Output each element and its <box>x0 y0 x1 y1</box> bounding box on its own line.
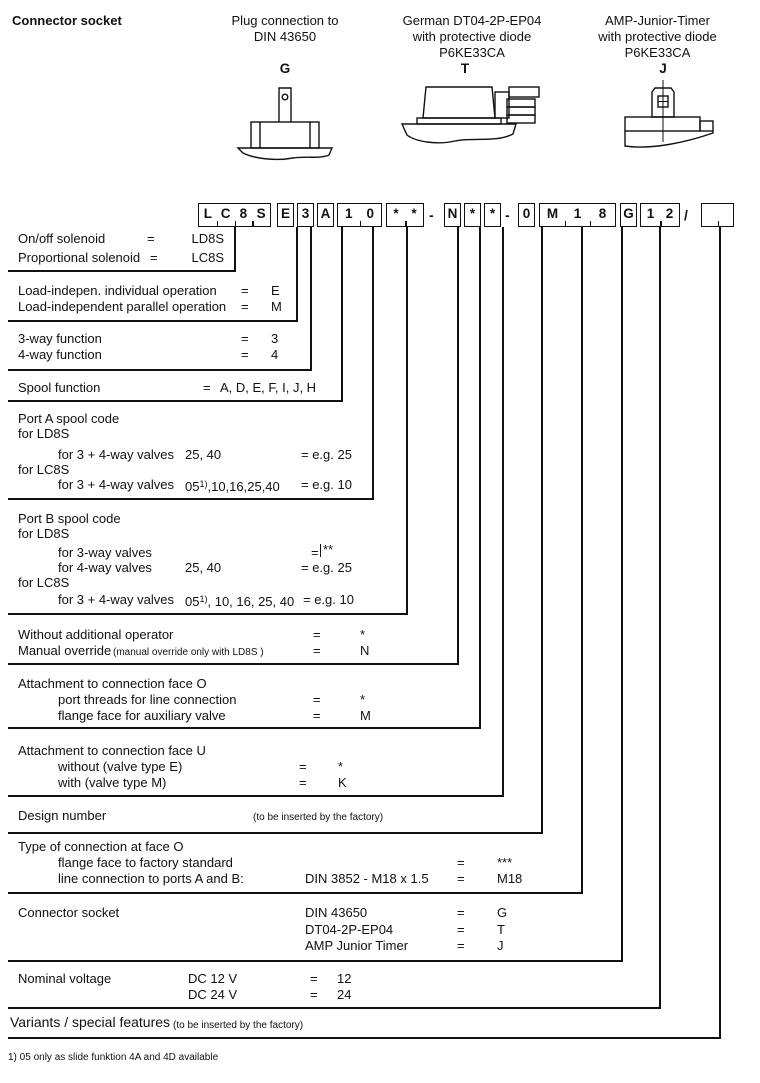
code-char: A <box>320 206 331 221</box>
connector-line-12 <box>621 227 623 960</box>
code-value: 4 <box>271 347 279 362</box>
connector-line-7 <box>457 227 459 663</box>
row-label: for 4-way valves <box>58 560 152 575</box>
code-example: = e.g. 25 <box>301 560 352 575</box>
code-separator-dash: - <box>429 207 434 223</box>
code-value: LC8S <box>191 250 224 265</box>
block-title: Attachment to connection face O <box>18 676 207 691</box>
code-separator-dash: - <box>505 207 510 223</box>
equals: = <box>150 250 158 265</box>
code-value: K <box>338 775 347 790</box>
caption-line: with protective diode <box>598 29 717 44</box>
row-label: flange face for auxiliary valve <box>58 708 226 723</box>
row-label: for 3 + 4-way valves <box>58 447 174 462</box>
equals: = <box>147 231 155 246</box>
equals: = <box>299 759 307 774</box>
block-rule-14 <box>8 1037 721 1039</box>
code-char: * <box>393 206 399 221</box>
equals: = <box>241 283 249 298</box>
equals: = <box>313 692 321 707</box>
row-label: for 3 + 4-way valves <box>58 592 174 607</box>
code-char: 1 <box>344 206 353 221</box>
connector-line-10 <box>541 227 543 832</box>
connector-line-11 <box>581 227 583 892</box>
equals: = <box>313 708 321 723</box>
code-box-way-function <box>297 203 314 227</box>
row-label: On/off solenoid <box>18 231 106 246</box>
equals: = <box>310 971 318 986</box>
code-example: = e.g. 10 <box>301 477 352 492</box>
block-rule-6 <box>8 613 408 615</box>
caption-line: P6KE33CA <box>439 45 505 60</box>
row-label: for LD8S <box>18 526 70 541</box>
row-note: (to be inserted by the factory) <box>173 1020 304 1031</box>
equals: = <box>313 643 321 658</box>
row-label: with (valve type M) <box>58 775 167 790</box>
row-label: Load-independent parallel operation <box>18 299 227 314</box>
block-title: Connector socket <box>18 905 120 920</box>
connector-line-14 <box>719 227 721 1037</box>
din-plug-icon <box>235 84 335 162</box>
code-example: = e.g. 25 <box>301 447 352 462</box>
code-options: 05$^{1)}$,10,16,25,40 <box>185 479 280 494</box>
code-char: * <box>411 206 417 221</box>
equals: = <box>457 905 465 920</box>
block-title: Attachment to connection face U <box>18 743 206 758</box>
block-title: Variants / special features <box>10 1014 171 1030</box>
row-label: port threads for line connection <box>58 692 237 707</box>
footnote-ref: 1) <box>199 479 208 489</box>
equals: = <box>457 855 465 870</box>
char-divider <box>590 221 592 226</box>
code-value: A, D, E, F, I, J, H <box>220 380 317 395</box>
amp-caption <box>575 13 740 61</box>
equals: = <box>457 938 465 953</box>
dt04-code-letter: T <box>460 61 470 76</box>
code-char: * <box>489 206 496 221</box>
code-char: S <box>256 206 266 221</box>
char-divider <box>360 221 362 226</box>
din-caption <box>205 13 365 45</box>
row-label: Spool function <box>18 380 101 395</box>
row-label: Design number <box>18 808 107 823</box>
code-box-socket <box>620 203 637 227</box>
char-divider <box>217 221 219 226</box>
code-value: *** <box>497 855 513 870</box>
block-rule-5 <box>8 498 374 500</box>
block-title: Port A spool code <box>18 411 120 426</box>
row-label: 4-way function <box>18 347 102 362</box>
row-spec: AMP Junior Timer <box>305 938 409 953</box>
row-label: Proportional solenoid <box>18 250 141 265</box>
row-label: for LD8S <box>18 426 70 441</box>
row-spec: DC 24 V <box>188 987 238 1002</box>
code-value: * <box>360 627 366 642</box>
code-value: T <box>497 922 505 937</box>
equals: = <box>241 347 249 362</box>
dt04-connector-icon <box>400 82 545 160</box>
code-char: N <box>447 206 458 221</box>
row-label: line connection to ports A and B: <box>58 871 244 886</box>
code-box-series <box>198 203 271 227</box>
code-box-port-a <box>337 203 382 227</box>
code-char: 8 <box>598 206 607 221</box>
caption-line: German DT04-2P-EP04 <box>402 13 542 28</box>
code-value: N <box>360 643 370 658</box>
code-options: 25, 40 <box>185 560 222 575</box>
code-char: L <box>203 206 212 221</box>
block-title: Port B spool code <box>18 511 121 526</box>
connector-line-3 <box>310 227 312 369</box>
connector-line-8 <box>479 227 481 727</box>
equals: = <box>457 871 465 886</box>
code-box-spool-function <box>317 203 334 227</box>
row-spec: DIN 3852 - M18 x 1.5 <box>305 871 429 886</box>
code-value: M <box>360 708 371 723</box>
block-rule-9 <box>8 795 504 797</box>
connector-line-6 <box>406 227 408 613</box>
code-box-design-number <box>518 203 535 227</box>
char-divider <box>718 221 720 226</box>
connector-line-2 <box>296 227 298 320</box>
code-options: 25, 40 <box>185 447 222 462</box>
row-label: for LC8S <box>18 575 70 590</box>
block-rule-4 <box>8 400 343 402</box>
code-char: 2 <box>665 206 674 221</box>
caption-line: Plug connection to <box>231 13 339 28</box>
code-options: 05$^{1)}$, 10, 16, 25, 40 <box>185 594 295 609</box>
row-label: without (valve type E) <box>58 759 183 774</box>
char-divider <box>235 221 237 226</box>
code-char: 1 <box>646 206 655 221</box>
caption-line: with protective diode <box>412 29 532 44</box>
row-label: Manual override <box>18 643 112 658</box>
equals: = <box>299 775 307 790</box>
row-spec: DT04-2P-EP04 <box>305 922 394 937</box>
code-char <box>702 204 718 226</box>
block-rule-8 <box>8 727 481 729</box>
block-rule-1 <box>8 270 236 272</box>
code-value: ** <box>323 542 334 557</box>
code-value: M <box>271 299 282 314</box>
caption-line: AMP-Junior-Timer <box>605 13 710 28</box>
din-code-letter: G <box>279 61 291 76</box>
equals: = <box>241 299 249 314</box>
code-value: 12 <box>337 971 352 986</box>
block-rule-2 <box>8 320 298 322</box>
block-rule-3 <box>8 369 312 371</box>
connector-line-4 <box>341 227 343 400</box>
code-value: J <box>497 938 504 953</box>
code-example: = e.g. 10 <box>303 592 354 607</box>
block-rule-11 <box>8 892 583 894</box>
dt04-caption <box>392 13 552 61</box>
equals: = <box>203 380 211 395</box>
row-label: for 3-way valves <box>58 545 152 560</box>
code-box-connection-type <box>539 203 616 227</box>
block-title: Nominal voltage <box>18 971 112 986</box>
char-divider <box>565 221 567 226</box>
code-char: E <box>280 206 290 221</box>
block-rule-7 <box>8 663 459 665</box>
row-label: flange face to factory standard <box>58 855 233 870</box>
code-value: G <box>497 905 508 920</box>
code-box-override <box>444 203 461 227</box>
connector-line-13 <box>659 227 661 1007</box>
row-label: for 3 + 4-way valves <box>58 477 174 492</box>
caption-line: DIN 43650 <box>253 29 317 44</box>
connector-line-1 <box>234 227 236 270</box>
block-rule-13 <box>8 1007 661 1009</box>
code-char: 0 <box>366 206 374 221</box>
code-char: 8 <box>239 206 248 221</box>
code-box-face-u-attach <box>484 203 501 227</box>
footnote-ref: 1) <box>199 594 208 604</box>
row-note: (to be inserted by the factory) <box>253 812 384 823</box>
block-rule-10 <box>8 832 543 834</box>
equals: = <box>313 627 321 642</box>
code-box-voltage <box>640 203 680 227</box>
code-value: M18 <box>497 871 523 886</box>
footnote: 1) 05 only as slide funktion 4A and 4D available <box>8 1052 219 1063</box>
code-box-variants <box>701 203 734 227</box>
code-value: * <box>360 692 366 707</box>
amp-code-letter: J <box>659 61 667 76</box>
caption-line: P6KE33CA <box>624 45 691 60</box>
code-char: 3 <box>301 206 310 221</box>
code-char <box>718 204 734 226</box>
code-value: 24 <box>337 987 352 1002</box>
char-divider <box>660 221 662 226</box>
divider-bar <box>320 544 321 557</box>
connector-line-5 <box>372 227 374 498</box>
equals: = <box>310 987 318 1002</box>
equals: = <box>311 545 319 560</box>
equals: = <box>241 331 249 346</box>
equals: = <box>457 922 465 937</box>
char-divider <box>252 221 254 226</box>
code-value: E <box>271 283 280 298</box>
code-box-port-b <box>386 203 424 227</box>
code-separator-slash: / <box>684 207 688 223</box>
block-rule-12 <box>8 960 623 962</box>
code-char: * <box>469 206 476 221</box>
block-title: Type of connection at face O <box>18 839 184 854</box>
code-char: C <box>220 206 231 221</box>
row-spec: DIN 43650 <box>305 905 368 920</box>
row-label: Without additional operator <box>18 627 174 642</box>
amp-junior-timer-icon <box>612 80 722 152</box>
row-label: 3-way function <box>18 331 102 346</box>
code-value: * <box>338 759 344 774</box>
code-char: M <box>546 206 559 221</box>
code-box-face-o-attach <box>464 203 481 227</box>
page-title: Connector socket <box>12 13 122 28</box>
code-char: G <box>623 206 634 221</box>
char-divider <box>405 221 407 226</box>
code-char: 0 <box>522 206 531 221</box>
connector-line-9 <box>502 227 504 795</box>
code-char: 1 <box>573 206 582 221</box>
code-box-operation <box>277 203 294 227</box>
row-spec: DC 12 V <box>188 971 238 986</box>
row-label: Load-indepen. individual operation <box>18 283 217 298</box>
code-value: LD8S <box>191 231 224 246</box>
row-label: for LC8S <box>18 462 70 477</box>
row-note: (manual override only with LD8S ) <box>113 647 264 658</box>
code-value: 3 <box>271 331 279 346</box>
